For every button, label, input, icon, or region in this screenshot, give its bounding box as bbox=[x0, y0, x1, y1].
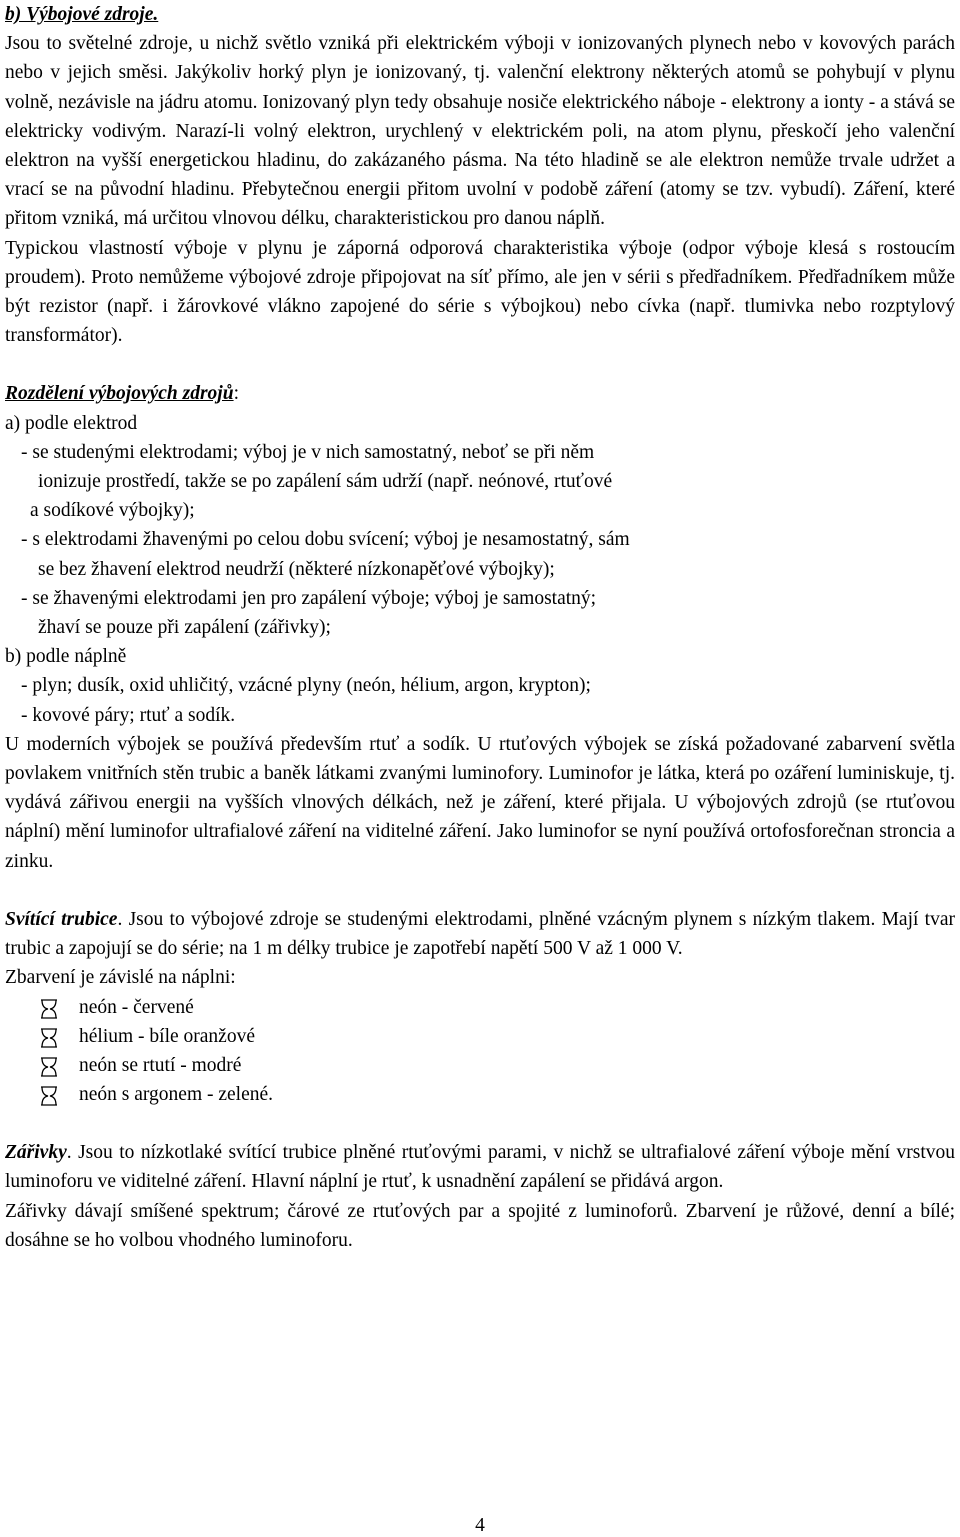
category-electrodes: a) podle elektrod bbox=[5, 412, 138, 434]
list-item: - kovové páry; rtuť a sodík. bbox=[21, 704, 236, 726]
color-item-text: neón se rtutí - modré bbox=[79, 1054, 242, 1076]
color-item-text: neón s argonem - zelené. bbox=[79, 1084, 274, 1106]
fluorescent-title: Zářivky bbox=[5, 1142, 67, 1164]
spectrum-paragraph: Zářivky dávají smíšené spektrum; čárové ze rtuťových par a spojité z luminoforů. Zbarvení je růžové, denní a bílé; dosáhne se ho volbou vhodného luminoforu. bbox=[5, 1200, 955, 1251]
list-item bbox=[5, 993, 955, 1022]
list-item: - se studenými elektrodami; výboj je v nich samostatný, neboť se při něm bbox=[21, 441, 595, 463]
spacer bbox=[5, 876, 955, 905]
tubes-paragraph bbox=[5, 905, 955, 963]
intro-paragraph: Jsou to světelné zdroje, u nichž světlo vzniká při elektrickém výboji v ionizovaných plynech nebo v kovových parách nebo v jejich směsi. Jakýkoliv horký plyn je ionizovaný, tj. valenční elektrony některých atomů se pohybují v plynu volně, nezávisle na jádru atomu. Ionizovaný plyn tedy obsahuje nosiče elektrického náboje - elektrony a ionty - a stává se elektricky vodivým. Narazí-li volný elektron, urychlený v elektrickém poli, na atom plynu, přeskočí jeho valenční elektron na vyšší energetickou hladinu, do zakázaného pásma. Na této hladině se ale elektron nemůže trvale udržet a vrací se na původní hladinu. Přebytečnou energii přitom uvolní v podobě záření (atomy se tzv. vybudí). Záření, které přitom vzniká, má určitou vlnovou délku, charakteristickou pro danou náplň. bbox=[5, 33, 955, 230]
colors-list bbox=[5, 993, 955, 1110]
tubes-title: Svítící trubice bbox=[5, 908, 118, 930]
division-title-suffix: : bbox=[233, 383, 239, 405]
list-item bbox=[5, 1051, 955, 1080]
fluorescent-text: Jsou to nízkotlaké svítící trubice plněné rtuťovými parami, v nichž se ultrafialové záření výboje mění vrstvou luminoforu ve viditelné záření. Hlavní náplní je rtuť, k usnadnění zapálení se přidává argon. bbox=[5, 1142, 955, 1193]
hourglass-bullet-icon bbox=[39, 999, 59, 1019]
list-item bbox=[5, 1080, 955, 1109]
color-item-text: hélium - bíle oranžové bbox=[79, 1025, 255, 1047]
hourglass-bullet-icon bbox=[39, 1028, 59, 1048]
characteristic-paragraph: Typickou vlastností výboje v plynu je záporná odporová charakteristika výboje (odpor výboje klesá s rostoucím proudem). Proto nemůžeme výbojové zdroje připojovat na síť přímo, ale jen v sérii s předřadníkem. Předřadníkem může být rezistor (např. i žárovkové vlákno zapojené do série s výbojkou) nebo cívka (např. tlumivka nebo rozptylový transformátor). bbox=[5, 237, 955, 347]
color-item-text: neón - červené bbox=[79, 996, 194, 1018]
hourglass-bullet-icon bbox=[39, 1057, 59, 1077]
list-item: - se žhavenými elektrodami jen pro zapálení výboje; výboj je samostatný; bbox=[21, 587, 597, 609]
category-filling: b) podle náplně bbox=[5, 646, 127, 668]
hourglass-bullet-icon bbox=[39, 1086, 59, 1106]
list-item-continuation: žhaví se pouze při zapálení (zářivky); bbox=[38, 617, 331, 639]
spacer bbox=[5, 350, 955, 379]
fluorescent-title-suffix: . bbox=[66, 1142, 72, 1164]
fluorescent-paragraph bbox=[5, 1138, 955, 1196]
section-heading: b) Výbojové zdroje. bbox=[5, 4, 159, 25]
list-item-continuation: ionizuje prostředí, takže se po zapálení sám udrží (např. neónové, rtuťové bbox=[38, 471, 613, 493]
list-item bbox=[5, 1022, 955, 1051]
division-title-line bbox=[5, 379, 955, 408]
division-title: Rozdělení výbojových zdrojů bbox=[5, 383, 234, 405]
list-item: - plyn; dusík, oxid uhličitý, vzácné plyny (neón, hélium, argon, krypton); bbox=[21, 675, 591, 697]
colors-intro: Zbarvení je závislé na náplni: bbox=[5, 967, 236, 989]
tubes-title-suffix: . bbox=[117, 908, 123, 930]
list-item-continuation: a sodíkové výbojky); bbox=[30, 500, 195, 522]
tubes-text: Jsou to výbojové zdroje se studenými elektrodami, plněné vzácným plynem s nízkým tlakem. Mají tvar trubic a zapojují se do série; na 1 m délky trubice je zapotřebí napětí 500 V až 1 000 V. bbox=[5, 908, 956, 960]
document-page bbox=[5, 0, 955, 1255]
luminophore-paragraph: U moderních výbojek se používá především rtuť a sodík. U rtuťových výbojek se získá požadované zabarvení světla povlakem vnitřních stěn trubic a baněk látkami zvanými luminofory. Luminofor je látka, která po ozáření luminiskuje, tj. vydává zářivou energii na vyšších vlnových délkách, než je záření, které přijala. U výbojových zdrojů (se rtuťovou náplní) mění luminofor ultrafialové záření na viditelné záření. Jako luminofor se nyní používá ortofosforečnan stroncia a zinku. bbox=[5, 733, 955, 872]
spacer bbox=[5, 1109, 955, 1138]
page-number: 4 bbox=[475, 1515, 485, 1536]
list-item: - s elektrodami žhavenými po celou dobu svícení; výboj je nesamostatný, sám bbox=[21, 529, 630, 551]
list-item-continuation: se bez žhavení elektrod neudrží (některé nízkonapěťové výbojky); bbox=[38, 558, 555, 580]
